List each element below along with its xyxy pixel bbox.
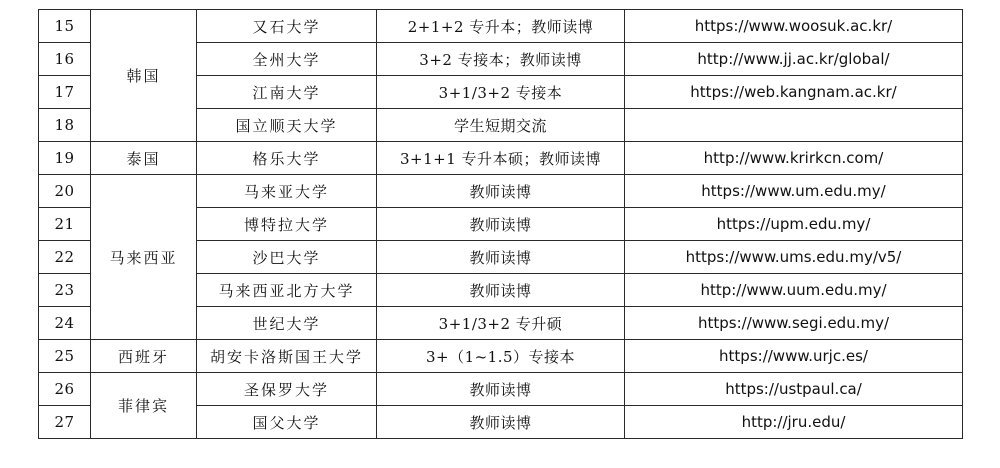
row-number: 19: [39, 142, 91, 175]
table-row: [39, 373, 963, 406]
country-cell: 西班牙: [91, 340, 197, 373]
university-name: 马来亚大学: [197, 175, 377, 208]
row-number: 16: [39, 43, 91, 76]
website-url: https://web.kangnam.ac.kr/: [625, 76, 963, 109]
university-name: 又石大学: [197, 10, 377, 43]
row-number: 23: [39, 274, 91, 307]
table-row: [39, 175, 963, 208]
university-name: 马来西亚北方大学: [197, 274, 377, 307]
website-url: https://www.woosuk.ac.kr/: [625, 10, 963, 43]
website-url: http://www.uum.edu.my/: [625, 274, 963, 307]
row-number: 21: [39, 208, 91, 241]
program-type: 3+（1~1.5）专接本: [377, 340, 625, 373]
program-type: 教师读博: [377, 175, 625, 208]
row-number: 25: [39, 340, 91, 373]
website-url: http://jru.edu/: [625, 406, 963, 439]
website-url: http://www.jj.ac.kr/global/: [625, 43, 963, 76]
program-type: 3+1/3+2 专升硕: [377, 307, 625, 340]
program-type: 3+1/3+2 专接本: [377, 76, 625, 109]
country-cell: 菲律宾: [91, 373, 197, 439]
university-name: 沙巴大学: [197, 241, 377, 274]
website-url: https://www.um.edu.my/: [625, 175, 963, 208]
university-name: 国父大学: [197, 406, 377, 439]
university-name: 博特拉大学: [197, 208, 377, 241]
row-number: 27: [39, 406, 91, 439]
row-number: 20: [39, 175, 91, 208]
row-number: 17: [39, 76, 91, 109]
program-type: 3+2 专接本；教师读博: [377, 43, 625, 76]
partner-universities-table: [38, 9, 963, 439]
website-url: https://www.segi.edu.my/: [625, 307, 963, 340]
university-name: 圣保罗大学: [197, 373, 377, 406]
row-number: 15: [39, 10, 91, 43]
program-type: 学生短期交流: [377, 109, 625, 142]
row-number: 18: [39, 109, 91, 142]
website-url: https://www.ums.edu.my/v5/: [625, 241, 963, 274]
university-name: 江南大学: [197, 76, 377, 109]
program-type: 教师读博: [377, 241, 625, 274]
university-name: 格乐大学: [197, 142, 377, 175]
website-url: https://upm.edu.my/: [625, 208, 963, 241]
row-number: 24: [39, 307, 91, 340]
university-name: 国立顺天大学: [197, 109, 377, 142]
website-url: https://ustpaul.ca/: [625, 373, 963, 406]
table-row: [39, 340, 963, 373]
university-name: 世纪大学: [197, 307, 377, 340]
university-name: 全州大学: [197, 43, 377, 76]
program-type: 教师读博: [377, 208, 625, 241]
website-url: https://www.urjc.es/: [625, 340, 963, 373]
program-type: 教师读博: [377, 373, 625, 406]
table-row: [39, 10, 963, 43]
table-row: [39, 142, 963, 175]
university-name: 胡安卡洛斯国王大学: [197, 340, 377, 373]
program-type: 2+1+2 专升本；教师读博: [377, 10, 625, 43]
country-cell: 泰国: [91, 142, 197, 175]
program-type: 教师读博: [377, 274, 625, 307]
row-number: 26: [39, 373, 91, 406]
website-url: http://www.krirkcn.com/: [625, 142, 963, 175]
website-url: [625, 109, 963, 142]
country-cell: 马来西亚: [91, 175, 197, 340]
country-cell: 韩国: [91, 10, 197, 142]
program-type: 3+1+1 专升本硕；教师读博: [377, 142, 625, 175]
program-type: 教师读博: [377, 406, 625, 439]
row-number: 22: [39, 241, 91, 274]
